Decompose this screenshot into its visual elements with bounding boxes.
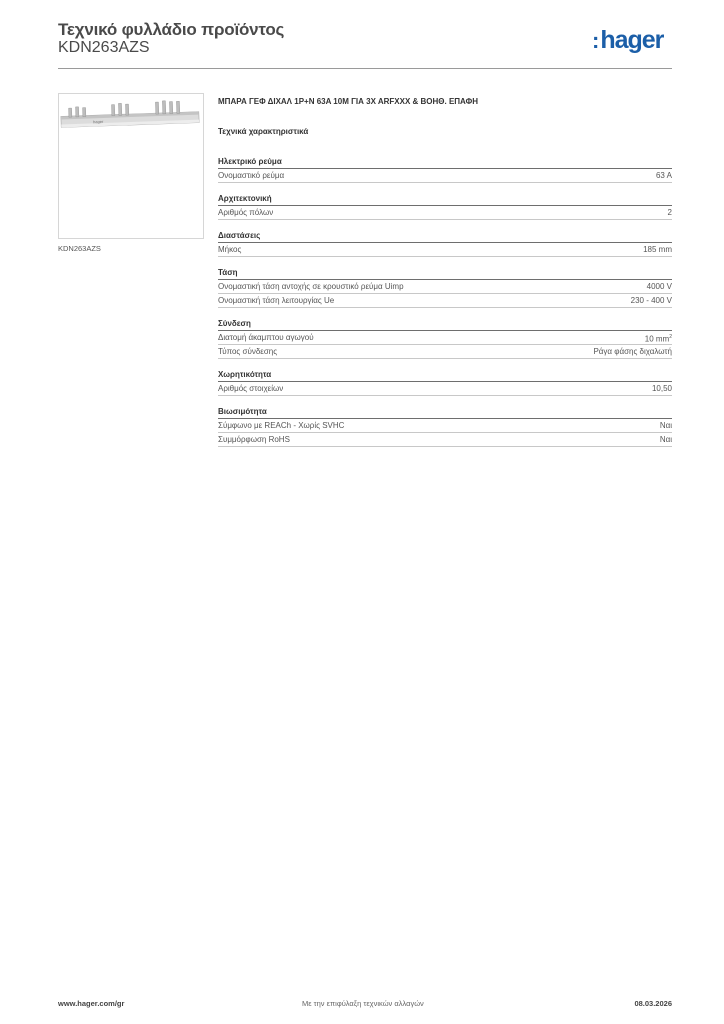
spec-group-architecture bbox=[218, 194, 672, 220]
spec-value: 185 mm bbox=[643, 245, 672, 254]
spec-row bbox=[218, 243, 672, 257]
hager-logo[interactable] bbox=[592, 28, 663, 53]
spec-label: Αριθμός πόλων bbox=[218, 208, 274, 217]
spec-label: Ονομαστική τάση αντοχής σε κρουστικό ρεύμα Uimp bbox=[218, 282, 404, 291]
header-divider bbox=[58, 68, 672, 69]
spec-row bbox=[218, 294, 672, 308]
spec-value: Ναι bbox=[659, 421, 672, 430]
spec-row bbox=[218, 280, 672, 294]
spec-group-capacity bbox=[218, 370, 672, 396]
product-title: ΜΠΑΡΑ ΓΕΦ ΔΙΧΑΛ 1P+N 63A 10M ΓΙΑ 3X ARFXXX & ΒΟΗΘ. ΕΠΑΦΗ bbox=[218, 97, 478, 106]
spec-value: 4000 V bbox=[646, 282, 672, 291]
logo-dots-icon: : bbox=[592, 28, 600, 53]
spec-label: Συμμόρφωση RoHS bbox=[218, 435, 290, 444]
spec-label: Αριθμός στοιχείων bbox=[218, 384, 284, 393]
spec-group-sustainability bbox=[218, 407, 672, 447]
spec-row bbox=[218, 206, 672, 220]
spec-group-dimensions bbox=[218, 231, 672, 257]
footer-website-link[interactable]: www.hager.com/gr bbox=[58, 999, 125, 1008]
spec-value bbox=[645, 331, 672, 344]
spec-label: Τύπος σύνδεσης bbox=[218, 347, 278, 356]
spec-row bbox=[218, 419, 672, 433]
busbar-illustration bbox=[59, 94, 203, 238]
spec-label: Σύμφωνο με REACh - Χωρίς SVHC bbox=[218, 421, 345, 430]
busbar-brand-text: hager bbox=[92, 118, 104, 125]
spec-label: Ονομαστική τάση λειτουργίας Ue bbox=[218, 296, 335, 305]
spec-value-text: 10 mm bbox=[644, 334, 670, 344]
product-code: KDN263AZS bbox=[58, 39, 150, 56]
spec-value: Ράγα φάσης διχαλωτή bbox=[593, 347, 672, 356]
spec-group-title: Αρχιτεκτονική bbox=[218, 194, 672, 206]
spec-label: Διατομή άκαμπτου αγωγού bbox=[218, 333, 314, 342]
spec-row bbox=[218, 345, 672, 359]
spec-group-title: Βιωσιμότητα bbox=[218, 407, 672, 419]
spec-value: 63 A bbox=[655, 171, 672, 180]
spec-value: 2 bbox=[667, 208, 672, 217]
page-title: Τεχνικό φυλλάδιο προϊόντος bbox=[58, 20, 285, 39]
specs-heading: Τεχνικά χαρακτηριστικά bbox=[218, 127, 309, 136]
spec-value: 10,50 bbox=[651, 384, 672, 393]
spec-value: 230 - 400 V bbox=[630, 296, 672, 305]
spec-group-title: Τάση bbox=[218, 268, 672, 280]
spec-group-connection bbox=[218, 319, 672, 359]
logo-text: hager bbox=[600, 26, 664, 54]
spec-row bbox=[218, 433, 672, 447]
spec-value: Ναι bbox=[659, 435, 672, 444]
spec-group-title: Διαστάσεις bbox=[218, 231, 672, 243]
footer-date: 08.03.2026 bbox=[634, 999, 672, 1008]
spec-label: Μήκος bbox=[218, 245, 242, 254]
spec-row bbox=[218, 169, 672, 183]
image-caption: KDN263AZS bbox=[58, 244, 101, 253]
spec-group-title: Χωρητικότητα bbox=[218, 370, 672, 382]
spec-group-title: Ηλεκτρικό ρεύμα bbox=[218, 157, 672, 169]
spec-group-voltage bbox=[218, 268, 672, 308]
product-image bbox=[58, 93, 204, 239]
footer-notice: Με την επιφύλαξη τεχνικών αλλαγών bbox=[302, 999, 424, 1008]
spec-label: Ονομαστικό ρεύμα bbox=[218, 171, 285, 180]
spec-row bbox=[218, 331, 672, 345]
spec-value-superscript: 2 bbox=[669, 334, 672, 340]
spec-group-current bbox=[218, 157, 672, 183]
spec-group-title: Σύνδεση bbox=[218, 319, 672, 331]
technical-specs bbox=[218, 127, 672, 458]
spec-row bbox=[218, 382, 672, 396]
